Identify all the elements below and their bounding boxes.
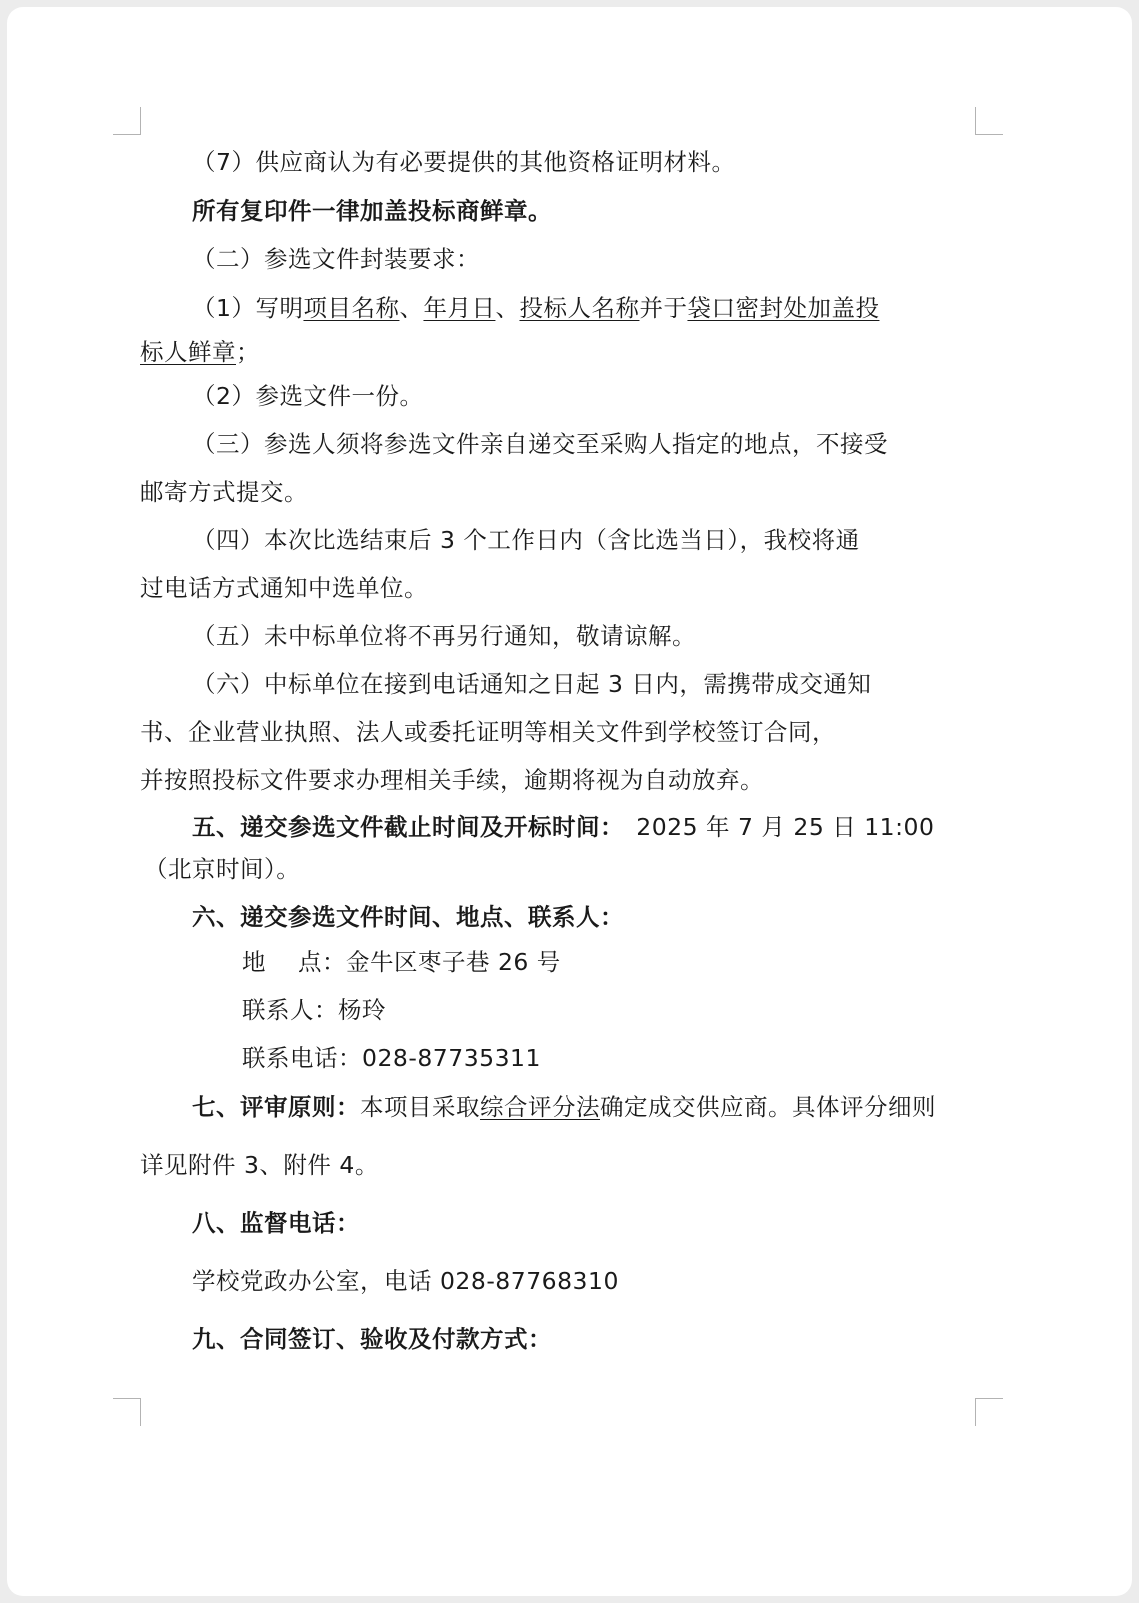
heading-7-cont: 详见附件 3、附件 4。 — [140, 1151, 379, 1179]
item-1-prefix: （1）写明 — [192, 294, 304, 322]
crop-mark-top-right — [975, 107, 1003, 135]
evaluation-method: 综合评分法 — [480, 1093, 600, 1121]
heading-9: 九、合同签订、验收及付款方式： — [192, 1325, 552, 1353]
section-3-line-2: 邮寄方式提交。 — [140, 478, 308, 506]
crop-mark-bottom-right — [975, 1398, 1003, 1426]
heading-6: 六、递交参选文件时间、地点、联系人： — [192, 903, 624, 931]
heading-5-label: 五、递交参选文件截止时间及开标时间： — [192, 813, 624, 841]
item-1-separator-1: 、 — [399, 294, 424, 322]
section-6-line-2: 书、企业营业执照、法人或委托证明等相关文件到学校签订合同， — [140, 718, 836, 746]
document-page — [7, 7, 1132, 1596]
stamp-note: 所有复印件一律加盖投标商鲜章。 — [192, 197, 552, 225]
contact-line: 联系人：杨玲 — [242, 996, 386, 1024]
deadline-value: 2025 年 7 月 25 日 11:00 — [636, 813, 935, 841]
packaging-item-2: （2）参选文件一份。 — [192, 382, 424, 410]
section-6-line-1: （六）中标单位在接到电话通知之日起 3 日内，需携带成交通知 — [192, 670, 872, 698]
item-1-seal-part-a: 袋口密封处加盖投 — [687, 294, 880, 322]
item-1-middle: 并于 — [639, 294, 688, 322]
section-5-text: （五）未中标单位将不再另行通知，敬请谅解。 — [192, 622, 696, 650]
section-2-title: （二）参选文件封装要求： — [192, 245, 480, 273]
deadline-timezone: （北京时间）。 — [144, 855, 301, 883]
crop-mark-top-left — [113, 107, 141, 135]
item-1-bidder-name: 投标人名称 — [519, 294, 640, 322]
section-4-line-1: （四）本次比选结束后 3 个工作日内（含比选当日），我校将通 — [192, 526, 860, 554]
item-1-project-name: 项目名称 — [303, 294, 400, 322]
item-1-separator-2: 、 — [495, 294, 520, 322]
qualification-item-7: （7）供应商认为有必要提供的其他资格证明材料。 — [192, 148, 736, 176]
section-6-line-3: 并按照投标文件要求办理相关手续，逾期将视为自动放弃。 — [140, 766, 764, 794]
heading-7-text-b: 确定成交供应商。具体评分细则 — [600, 1093, 936, 1121]
heading-8: 八、监督电话： — [192, 1209, 360, 1237]
item-1-date: 年月日 — [423, 294, 496, 322]
heading-7-label: 七、评审原则： — [192, 1093, 360, 1121]
packaging-item-1-cont — [140, 336, 260, 368]
supervision-phone: 学校党政办公室，电话 028-87768310 — [192, 1267, 619, 1295]
heading-7 — [192, 1091, 936, 1123]
heading-7-text-a: 本项目采取 — [360, 1093, 480, 1121]
item-1-seal-part-b: 标人鲜章 — [140, 338, 236, 366]
section-4-line-2: 过电话方式通知中选单位。 — [140, 574, 428, 602]
crop-mark-bottom-left — [113, 1398, 141, 1426]
phone-line: 联系电话：028-87735311 — [242, 1044, 541, 1072]
section-3-line-1: （三）参选人须将参选文件亲自递交至采购人指定的地点，不接受 — [192, 430, 888, 458]
packaging-item-1 — [192, 292, 879, 324]
address-line: 地 点：金牛区枣子巷 26 号 — [242, 948, 561, 976]
item-1-end: ； — [236, 338, 260, 366]
heading-5 — [192, 811, 934, 843]
